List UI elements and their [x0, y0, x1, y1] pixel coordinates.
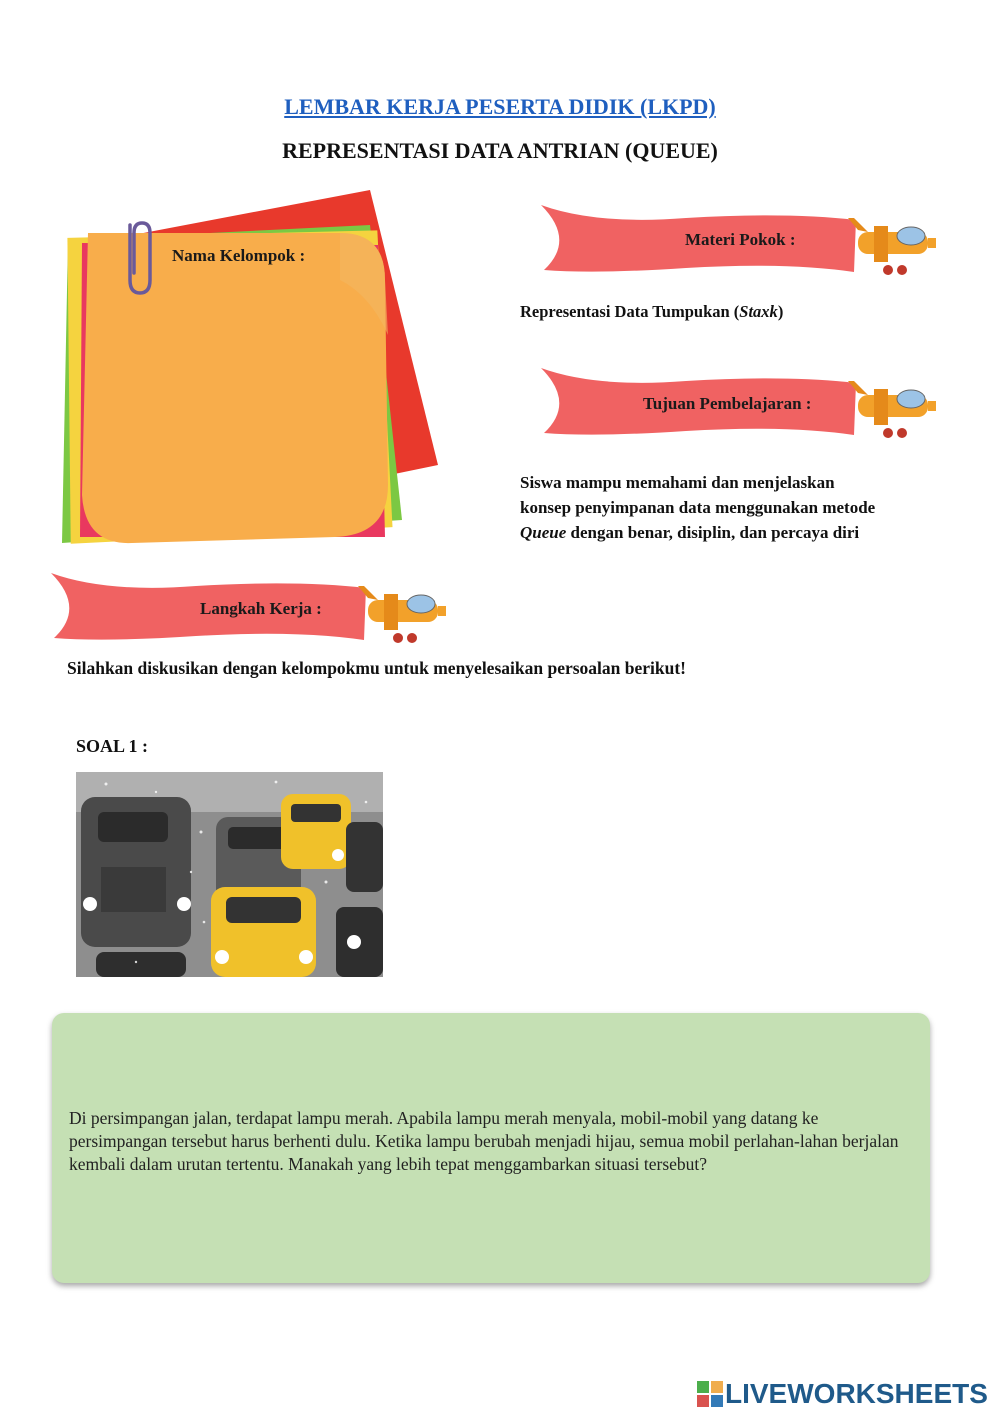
- tujuan-label: Tujuan Pembelajaran :: [643, 394, 812, 413]
- page-title: LEMBAR KERJA PESERTA DIDIK (LKPD): [284, 94, 716, 119]
- airplane-icon: [848, 381, 936, 438]
- langkah-label: Langkah Kerja :: [200, 599, 322, 618]
- langkah-instruction: Silahkan diskusikan dengan kelompokmu untuk menyelesaikan persoalan berikut!: [67, 658, 687, 678]
- materi-text: Representasi Data Tumpukan (Staxk): [520, 302, 784, 321]
- materi-label: Materi Pokok :: [685, 230, 796, 249]
- question-text: Di persimpangan jalan, terdapat lampu merah. Apabila lampu merah menyala, mobil-mobil yang datang ke persimpangan tersebut harus berhenti dulu. Ketika lampu berubah menjadi hijau, semua mobil perlahan-lahan berjalan kembali dalam urutan tertentu. Manakah yang lebih tepat menggambarkan situasi tersebut?: [69, 1108, 899, 1174]
- traffic-jam-image: [76, 772, 383, 977]
- question-box: [52, 1013, 930, 1283]
- airplane-icon: [358, 586, 446, 643]
- sticky-notes-illustration: [40, 185, 460, 565]
- liveworksheets-brand-text: LIVEWORKSHEETS: [725, 1378, 988, 1409]
- tujuan-text: Siswa mampu memahami dan menjelaskan konsep penyimpanan data menggunakan metode Queue dengan benar, disiplin, dan percaya diri: [520, 473, 876, 542]
- liveworksheets-logo-icon: [697, 1381, 723, 1407]
- page-subtitle: REPRESENTASI DATA ANTRIAN (QUEUE): [282, 138, 718, 163]
- soal-1-label: SOAL 1 :: [76, 736, 149, 756]
- airplane-icon: [848, 218, 936, 275]
- liveworksheets-logo: [697, 1378, 988, 1410]
- group-name-label: Nama Kelompok :: [172, 246, 306, 265]
